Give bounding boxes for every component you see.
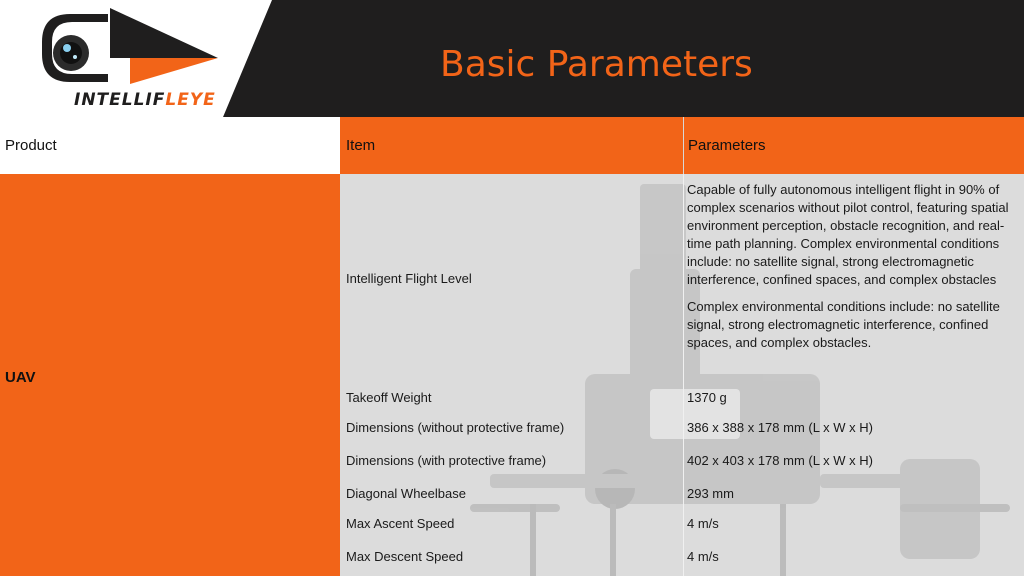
row-value-intelligent-flight — [687, 181, 1017, 352]
intelligent-flight-note: Complex environmental conditions include: no satellite signal, strong electromagnetic interference, confined spaces, and complex obstacles. — [687, 299, 1000, 350]
row-item-dimensions-with-frame: Dimensions (with protective frame) — [346, 453, 547, 468]
row-item-takeoff-weight: Takeoff Weight — [346, 390, 432, 405]
product-label: UAV — [5, 369, 36, 386]
header-bar — [0, 0, 1024, 117]
product-column — [0, 174, 340, 576]
table-body — [340, 174, 1024, 576]
row-value-max-descent-speed: 4 m/s — [687, 549, 719, 564]
row-value-max-ascent-speed: 4 m/s — [687, 516, 719, 531]
row-value-dimensions-without-frame: 386 x 388 x 178 mm (L x W x H) — [687, 420, 873, 435]
intelligent-flight-description: Capable of fully autonomous intelligent flight in 90% of complex scenarios without pilot control, featuring spatial environment perception, obstacle recognition, and real-time path planning. Complex environmental conditions include: no satellite signal, strong electromagnetic interference, confined spaces, and complex obstacles — [687, 182, 1009, 287]
brand-name: INTELLIFLEYE — [74, 90, 216, 110]
header-parameters: Parameters — [683, 117, 1024, 174]
row-item-diagonal-wheelbase: Diagonal Wheelbase — [346, 486, 466, 501]
parameters-table — [0, 117, 1024, 576]
column-divider — [683, 174, 684, 576]
row-item-intelligent-flight: Intelligent Flight Level — [346, 271, 472, 286]
row-value-takeoff-weight: 1370 g — [687, 390, 727, 405]
header-product: Product — [0, 117, 340, 174]
row-value-dimensions-with-frame: 402 x 403 x 178 mm (L x W x H) — [687, 453, 873, 468]
header-item: Item — [340, 117, 683, 174]
row-item-max-descent-speed: Max Descent Speed — [346, 549, 464, 564]
page-title: Basic Parameters — [440, 44, 753, 85]
row-value-diagonal-wheelbase: 293 mm — [687, 486, 734, 501]
row-item-dimensions-without-frame: Dimensions (without protective frame) — [346, 420, 565, 435]
row-item-max-ascent-speed: Max Ascent Speed — [346, 516, 455, 531]
